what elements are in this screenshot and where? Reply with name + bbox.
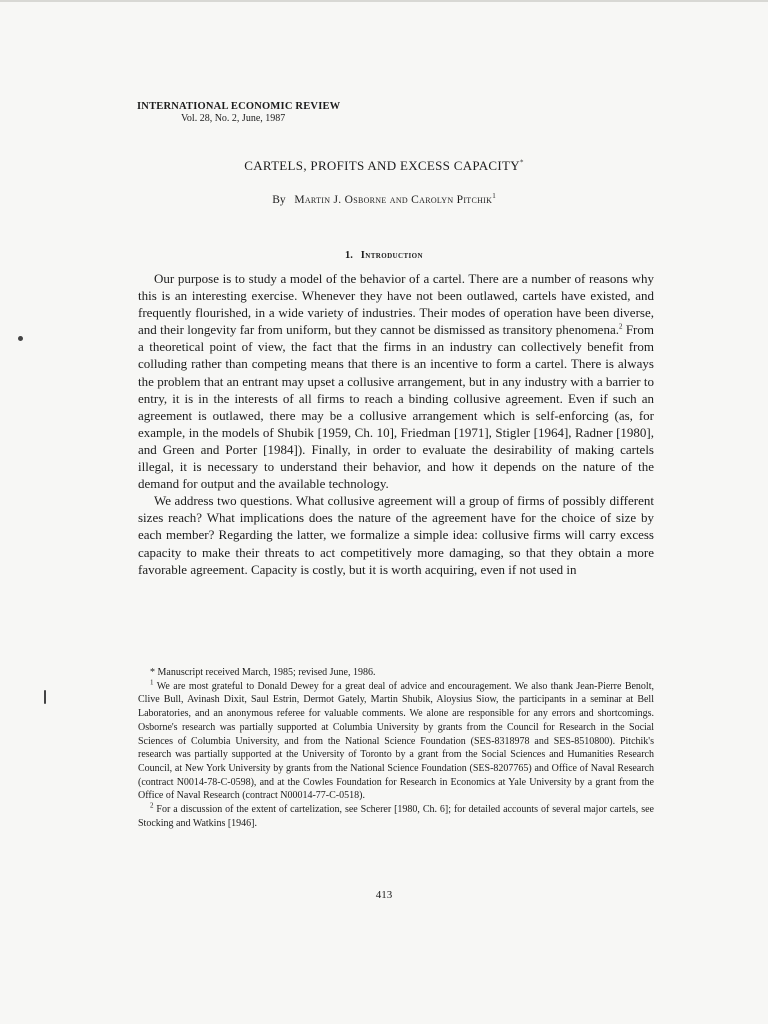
- section-title: Introduction: [360, 250, 423, 261]
- scan-speck: [44, 690, 46, 704]
- paragraph-1-part-a: Our purpose is to study a model of the behavior of a cartel. There are a number of reasons why this is an interesting exercise. Whenever they have not been outlawed, cartels have existed, and frequently flourished, in a wide variety of industries. Their modes of operation have been diverse, and their longevity far from uniform, but they cannot be dismissed as transitory phenomena.: [138, 271, 654, 338]
- article-title-text: CARTELS, PROFITS AND EXCESS CAPACITY: [244, 158, 520, 173]
- section-heading: [0, 250, 768, 261]
- page-number: 413: [375, 889, 393, 901]
- paragraph-2: We address two questions. What collusive agreement will a group of firms of possibly different sizes reach? What implications does the nature of the agreement have for the choice of size by each member? Regarding the latter, we formalize a simple idea: collusive firms will carry excess capacity to make their threats to act competitively more damaging, so that they obtain a more favorable agreement. Capacity is costly, but it is worth acquiring, even if not used in: [138, 493, 654, 577]
- authors-footnote-mark: 1: [492, 192, 496, 201]
- footnote-star-text: Manuscript received March, 1985; revised June, 1986.: [155, 667, 376, 678]
- byline-by: By: [272, 194, 286, 206]
- footnote-1: [138, 680, 654, 803]
- paragraph-1: [138, 270, 654, 492]
- footnote-star: [138, 666, 654, 680]
- scan-speck: [18, 336, 23, 341]
- authors: Martin J. Osborne and Carolyn Pitchik: [294, 194, 493, 206]
- footnote-2-text: For a discussion of the extent of cartelization, see Scherer [1980, Ch. 6]; for detailed accounts of several major cartels, see Stocking and Watkins [1946].: [138, 804, 654, 829]
- footnote-1-mark: 1: [150, 678, 154, 687]
- scan-top-edge: [0, 0, 768, 2]
- footnote-2-mark: 2: [150, 801, 154, 810]
- title-footnote-mark: *: [519, 158, 524, 167]
- article-title: [0, 158, 768, 174]
- journal-volume: Vol. 28, No. 2, June, 1987: [181, 113, 286, 124]
- paragraph-1-part-b: From a theoretical point of view, the fact that the firms in an industry can collectively benefit from colluding rather than competing means that there is an incentive to form a cartel. There is always the problem that an entrant may upset a collusive arrangement, but in any industry with a barrier to entry, it is in the interests of all firms to reach a binding collusive agreement. Even if such an agreement is outlawed, there may be a collusive arrangement which is self-enforcing (as, for example, in the models of Shubik [1959, Ch. 10], Friedman [1971], Stigler [1964], Radner [1980], and Green and Porter [1984]). Finally, in order to evaluate the desirability of making cartels illegal, it is necessary to understand their behavior, and how it depends on the nature of the demand for output and the available technology.: [138, 322, 654, 492]
- footnote-1-text: We are most grateful to Donald Dewey for a great deal of advice and encouragement. We also thank Jean-Pierre Benolt, Clive Bull, Avinash Dixit, Saul Estrin, Dermot Gately, Martin Shubik, Aloysius Siow, the participants in a seminar at Bell Laboratories, and an anonymous referee for valuable comments. We alone are responsible for any errors and shortcomings. Osborne's research was partially supported at Columbia University by grants from the Council for Research in the Social Sciences of Columbia University, and from the National Science Foundation (SES-8318978 and SES-8510800). Pitchik's research was partially supported at the University of Toronto by a grant from the Social Sciences and Humanities Research Council, at New York University by grants from the National Science Foundation (SES-8207765) and Office of Naval Research (contract N0014-78-C-0598), and at the Cowles Foundation for Research in Economics at Yale University by a grant from the Office of Naval Research (contract N00014-77-C-0518).: [138, 680, 654, 802]
- footnotes: [138, 666, 654, 830]
- footnote-star-mark: *: [150, 667, 155, 678]
- body-text: [138, 270, 654, 578]
- footnote-2-ref: 2: [618, 322, 623, 331]
- journal-name: INTERNATIONAL ECONOMIC REVIEW: [137, 101, 341, 112]
- footnote-2: [138, 803, 654, 830]
- section-number: 1.: [345, 250, 353, 261]
- byline: [0, 194, 768, 206]
